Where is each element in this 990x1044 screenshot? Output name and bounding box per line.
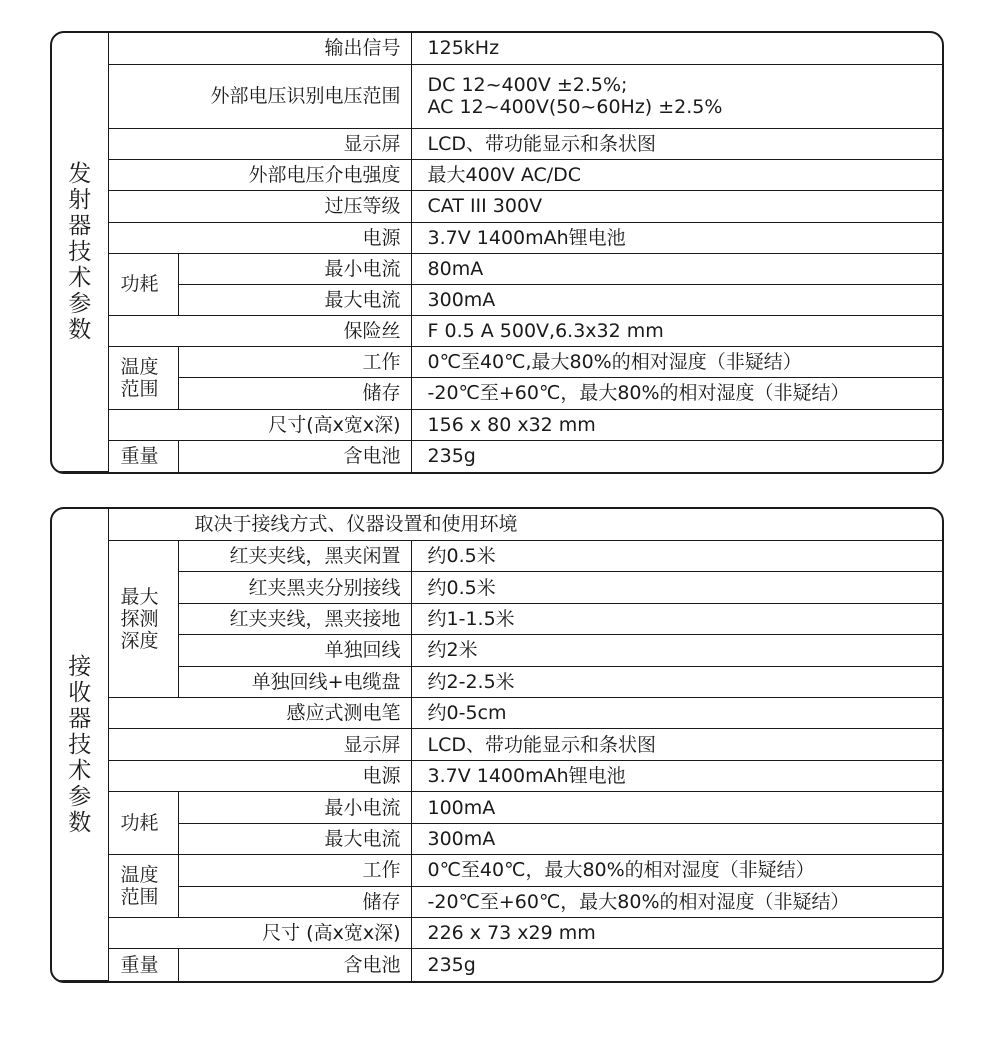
rx-work-temp-value: 0℃至40℃，最大80%的相对湿度（非疑结）	[411, 855, 942, 886]
ext-voltage-strength-value: 最大400V AC/DC	[411, 160, 942, 191]
tx-max-current-label: 最大电流	[178, 284, 411, 315]
tx-work-temp-value: 0℃至40℃,最大80%的相对湿度（非疑结）	[411, 347, 942, 378]
rx-storage-temp-value: -20℃至+60℃，最大80%的相对湿度（非疑结）	[411, 886, 942, 917]
inductive-pen-label: 感应式测电笔	[108, 698, 411, 729]
tx-storage-temp-label: 储存	[178, 378, 411, 409]
receiver-header-note: 取决于接线方式、仪器设置和使用环境	[108, 509, 942, 540]
output-signal-value: 125kHz	[411, 33, 942, 64]
tx-power-supply-value: 3.7V 1400mAh锂电池	[411, 222, 942, 253]
tx-dimensions-label: 尺寸(高x宽x深)	[108, 409, 411, 440]
rx-power-consumption-group: 功耗	[108, 792, 178, 855]
output-signal-label: 输出信号	[108, 33, 411, 64]
rx-min-current-label: 最小电流	[178, 792, 411, 823]
depth-row-label: 红夹黑夹分别接线	[178, 572, 411, 603]
ext-voltage-range-dc: DC 12~400V ±2.5%;	[427, 74, 628, 97]
rx-power-supply-label: 电源	[108, 760, 411, 791]
ext-voltage-strength-label: 外部电压介电强度	[108, 160, 411, 191]
rx-storage-temp-label: 储存	[178, 886, 411, 917]
rx-dimensions-label: 尺寸 (高x宽x深)	[108, 917, 411, 948]
rx-max-current-label: 最大电流	[178, 823, 411, 854]
max-depth-group-line2: 探测	[120, 607, 159, 630]
max-depth-group-line3: 深度	[120, 629, 159, 652]
tx-power-consumption-group: 功耗	[108, 253, 178, 315]
overvoltage-value: CAT III 300V	[411, 191, 942, 222]
tx-temperature-group	[108, 347, 178, 409]
receiver-spec-table	[50, 507, 944, 983]
rx-display-label: 显示屏	[108, 729, 411, 760]
tx-work-temp-label: 工作	[178, 347, 411, 378]
receiver-section-label	[52, 509, 108, 981]
overvoltage-label: 过压等级	[108, 191, 411, 222]
rx-power-supply-value: 3.7V 1400mAh锂电池	[411, 760, 942, 791]
fuse-value: F 0.5 A 500V,6.3x32 mm	[411, 316, 942, 347]
receiver-section-label-text: 接收器技术参数	[68, 653, 92, 836]
tx-power-supply-label: 电源	[108, 222, 411, 253]
rx-weight-group: 重量	[108, 949, 178, 981]
depth-row-value: 约1-1.5米	[411, 603, 942, 634]
depth-row-label: 红夹夹线，黑夹闲置	[178, 540, 411, 571]
depth-row-label: 单独回线	[178, 635, 411, 666]
ext-voltage-range-ac: AC 12~400V(50~60Hz) ±2.5%	[427, 96, 723, 119]
transmitter-section-label	[52, 33, 108, 472]
tx-dimensions-value: 156 x 80 x32 mm	[411, 409, 942, 440]
tx-display-label: 显示屏	[108, 129, 411, 160]
rx-display-value: LCD、带功能显示和条状图	[411, 729, 942, 760]
tx-min-current-value: 80mA	[411, 253, 942, 284]
rx-max-current-value: 300mA	[411, 823, 942, 854]
max-depth-group-line1: 最大	[120, 585, 159, 608]
max-depth-group	[108, 540, 178, 697]
tx-weight-value: 235g	[411, 440, 942, 471]
tx-min-current-label: 最小电流	[178, 253, 411, 284]
rx-temperature-group	[108, 855, 178, 918]
inductive-pen-value: 约0-5cm	[411, 698, 942, 729]
depth-row-value: 约0.5米	[411, 572, 942, 603]
tx-storage-temp-value: -20℃至+60℃，最大80%的相对湿度（非疑结）	[411, 378, 942, 409]
depth-row-value: 约0.5米	[411, 540, 942, 571]
ext-voltage-range-value	[411, 64, 942, 128]
depth-row-value: 约2米	[411, 635, 942, 666]
rx-min-current-value: 100mA	[411, 792, 942, 823]
depth-row-label: 单独回线+电缆盘	[178, 666, 411, 697]
rx-temperature-group-line1: 温度	[120, 864, 159, 887]
tx-temperature-group-line2: 范围	[120, 377, 159, 400]
rx-temperature-group-line2: 范围	[120, 886, 159, 909]
rx-weight-value: 235g	[411, 949, 942, 981]
ext-voltage-range-label: 外部电压识别电压范围	[108, 64, 411, 128]
tx-max-current-value: 300mA	[411, 284, 942, 315]
depth-row-value: 约2-2.5米	[411, 666, 942, 697]
transmitter-section-label-text: 发射器技术参数	[68, 161, 92, 343]
rx-work-temp-label: 工作	[178, 855, 411, 886]
tx-weight-label: 含电池	[178, 440, 411, 471]
fuse-label: 保险丝	[108, 316, 411, 347]
tx-display-value: LCD、带功能显示和条状图	[411, 129, 942, 160]
rx-dimensions-value: 226 x 73 x29 mm	[411, 917, 942, 948]
rx-weight-label: 含电池	[178, 949, 411, 981]
transmitter-spec-table	[50, 31, 944, 474]
depth-row-label: 红夹夹线，黑夹接地	[178, 603, 411, 634]
tx-weight-group: 重量	[108, 440, 178, 471]
tx-temperature-group-line1: 温度	[120, 355, 159, 378]
